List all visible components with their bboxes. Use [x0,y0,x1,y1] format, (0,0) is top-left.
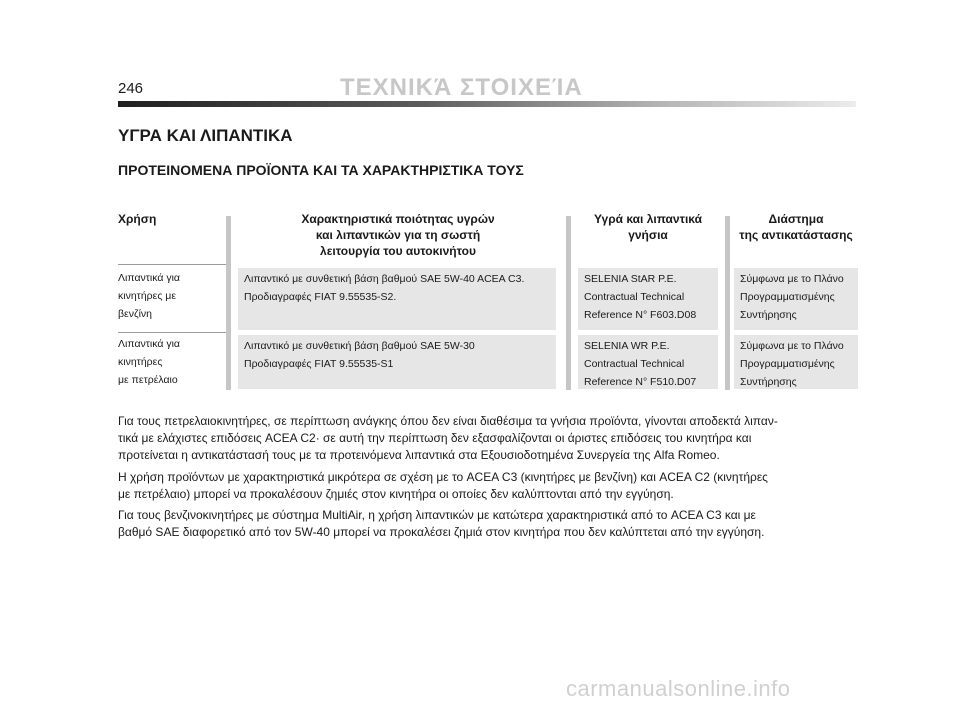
note-paragraph [118,469,858,503]
section-title: ΥΓΡΑ ΚΑΙ ΛΙΠΑΝΤΙΚΑ [118,126,293,145]
row-fluid [578,268,718,330]
header-fluids-line: Υγρά και λιπαντικά [594,212,702,226]
header-spec [238,211,558,259]
column-separator [226,216,231,390]
header-fluids [578,211,718,243]
paragraph-line: τικά με ελάχιστες επιδόσεις ACEA C2· σε αυτή την περίπτωση δεν εξασφαλίζονται οι άριστες επιδόσεις του κινητήρα και [118,431,752,445]
header-title: ΤΕΧΝΙΚΆ ΣΤΟΙΧΕΊΑ [340,74,583,101]
header-spec-line: και λιπαντικών για τη σωστή [315,228,481,242]
row-usage-line: Λιπαντικά για [118,272,181,284]
paragraph-line: βαθμό SAE διαφορετικό από τον 5W-40 μπορεί να προκαλέσει ζημιά στον κινητήρα που δεν καλύπτεται από την εγγύηση. [118,525,765,539]
row-usage-line: κινητήρες [118,356,163,368]
paragraph-line: προτείνεται η αντικατάστασή τους με τα προτεινόμενα λιπαντικά στα Εξουσιοδοτημένα Συνεργεία της Alfa Romeo. [118,448,720,462]
header-interval-line: Διάστημα [768,212,824,226]
row-spec-line: Λιπαντικό με συνθετική βάση βαθμού SAE 5W-40 ACEA C3. [244,273,525,285]
row-fluid-line: Contractual Technical [584,291,685,303]
paragraph-line: Η χρήση προϊόντων με χαρακτηριστικά μικρότερα σε σχέση με το ACEA C3 (κινητήρες με βενζίνη) και ACEA C2 (κινητήρες [118,470,768,484]
row-interval-line: Σύμφωνα με το Πλάνο [740,273,844,285]
header-usage: Χρήση [118,212,157,226]
row-fluid [578,335,718,389]
column-separator [725,216,730,390]
header-spec-line: Χαρακτηριστικά ποιότητας υγρών [301,212,495,226]
row-interval-line: Συντήρησης [740,376,797,388]
row-spec [238,335,556,389]
row-interval-line: Συντήρησης [740,309,797,321]
row-fluid-line: SELENIA WR P.E. [584,340,670,352]
row-spec-line: Λιπαντικό με συνθετική βάση βαθμού SAE 5W-30 [244,340,475,352]
header-spec-line: λειτουργία του αυτοκινήτου [320,244,476,258]
header-interval [734,211,858,243]
row-spec-line: Προδιαγραφές FIAT 9.55535-S2. [244,291,397,303]
row-fluid-line: Reference N° F510.D07 [584,376,697,388]
header-fluids-line: γνήσια [628,228,668,242]
row-interval [734,335,858,389]
row-fluid-line: SELENIA StAR P.E. [584,273,677,285]
column-separator [566,216,571,390]
row-usage [118,335,180,389]
row-fluid-line: Reference N° F603.D08 [584,309,697,321]
row-interval-line: Σύμφωνα με το Πλάνο [740,340,844,352]
row-usage-line: κινητήρες με [118,290,177,302]
paragraph-line: με πετρέλαιο) μπορεί να προκαλέσουν ζημιές στον κινητήρα οι οποίες δεν καλύπτονται από την εγγύηση. [118,487,674,501]
row-usage-line: Λιπαντικά για [118,338,181,350]
row-fluid-line: Contractual Technical [584,358,685,370]
table-rule [118,332,226,333]
header-interval-line: της αντικατάστασης [739,228,853,242]
row-usage-line: με πετρέλαιο [118,374,178,386]
watermark: carmanualsonline.info [566,676,791,701]
row-spec-line: Προδιαγραφές FIAT 9.55535-S1 [244,358,394,370]
row-interval [734,268,858,330]
page-number: 246 [118,80,144,97]
note-paragraph [118,413,858,464]
row-interval-line: Προγραμματισμένης [740,358,835,370]
row-interval-line: Προγραμματισμένης [740,291,835,303]
table-rule [118,264,226,265]
subsection-title: ΠΡΟΤΕΙΝΟΜΕΝΑ ΠΡΟΪΟΝΤΑ ΚΑΙ ΤΑ ΧΑΡΑΚΤΗΡΙΣΤΙΚΑ ΤΟΥΣ [118,162,524,178]
paragraph-line: Για τους βενζινοκινητήρες με σύστημα MultiAir, η χρήση λιπαντικών με κατώτερα χαρακτηριστικά από το ACEA C3 και με [118,508,756,522]
note-paragraph [118,507,858,541]
row-usage [118,269,180,323]
paragraph-line: Για τους πετρελαιοκινητήρες, σε περίπτωση ανάγκης όπου δεν είναι διαθέσιμα τα γνήσια προϊόντα, γίνονται αποδεκτά λιπαν- [118,414,778,428]
row-spec [238,268,556,330]
row-usage-line: βενζίνη [118,308,153,320]
header-bar [118,101,856,107]
